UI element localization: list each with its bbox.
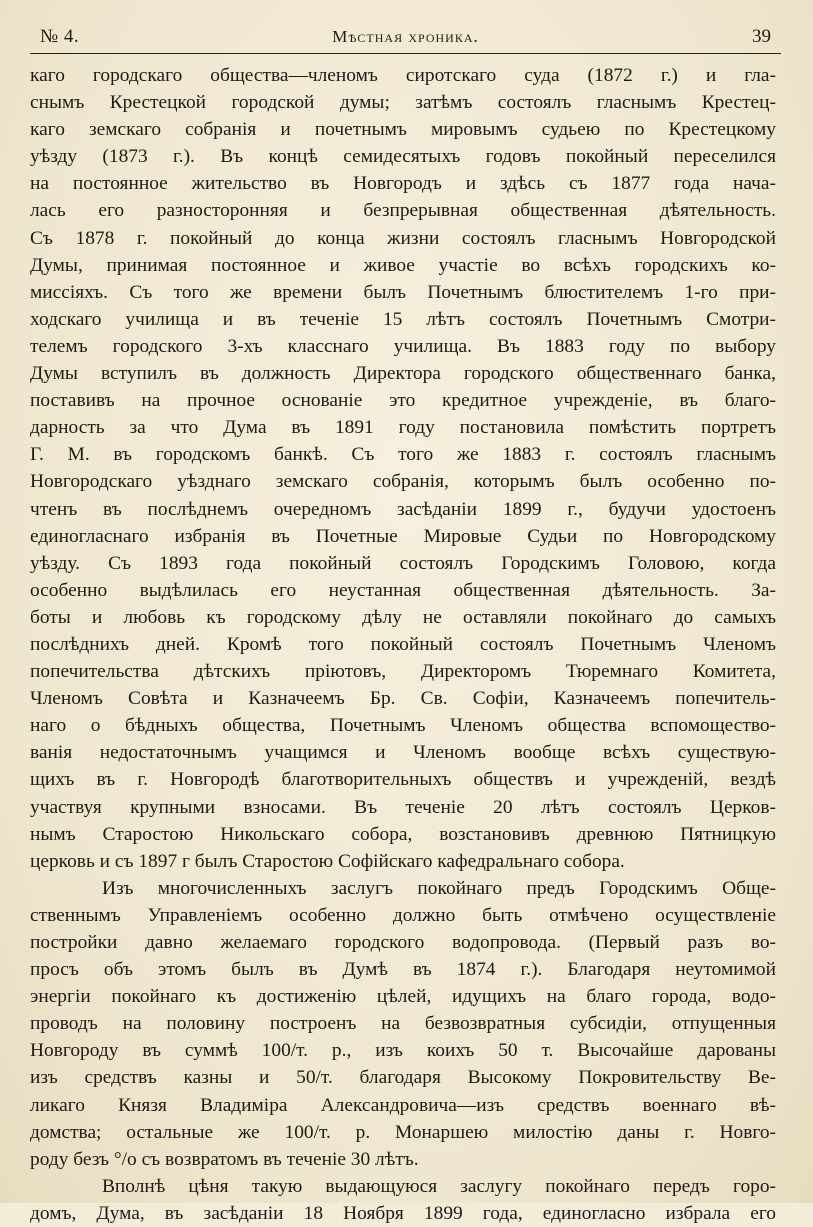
text-line: роду безъ °/о съ возвратомъ въ теченіе 30 лѣтъ.	[30, 1148, 419, 1170]
text-line: Съ 1878 г. покойный до конца жизни состоялъ гласнымъ Новгородской	[30, 227, 776, 249]
text-line: каго городскаго общества—членомъ сиротскаго суда (1872 г.) и гла-	[30, 65, 776, 86]
text-line: попечительства дѣтскихъ пріютовъ, Директоромъ Тюремнаго Комитета,	[30, 661, 776, 683]
text-line: Думы, принимая постоянное и живое участіе во всѣхъ городскихъ ко-	[30, 254, 776, 276]
text-line: участвуя крупными взносами. Въ теченіе 20 лѣтъ состоялъ Церков-	[30, 796, 776, 818]
text-line: дарность за что Дума въ 1891 году постановила помѣстить портретъ	[30, 417, 776, 439]
text-line: единогласнаго избранія въ Почетные Мировые Судьи по Новгородскому	[30, 525, 776, 547]
text-line: Вполнѣ цѣня такую выдающуюся заслугу покойнаго передъ горо-	[102, 1175, 776, 1197]
text-line: уѣзду. Съ 1893 года покойный состоялъ Городскимъ Головою, когда	[30, 552, 776, 574]
text-line: домъ, Дума, въ засѣданіи 18 Ноября 1899 года, единогласно избрала его	[30, 1202, 776, 1224]
text-line: ванія недостаточнымъ учащимся и Членомъ вообще всѣхъ существую-	[30, 742, 776, 764]
header-rule	[30, 53, 781, 54]
text-line: щихъ въ г. Новгородѣ благотворительныхъ обществъ и учрежденій, вездѣ	[30, 769, 776, 791]
text-line: наго о бѣдныхъ общества, Почетнымъ Членомъ общества вспомощество-	[30, 715, 776, 737]
text-line: миссіяхъ. Съ того же времени былъ Почетнымъ блюстителемъ 1-го при-	[30, 281, 776, 303]
text-line: домства; остальные же 100/т. р. Монаршею милостію даны г. Новго-	[30, 1121, 776, 1143]
text-line: просъ объ этомъ былъ въ Думѣ въ 1874 г.). Благодаря неутомимой	[30, 959, 776, 981]
text-line: ственнымъ Управленіемъ особенно должно быть отмѣчено осуществленіе	[30, 904, 776, 926]
text-line: на постоянное жительство въ Новгородъ и здѣсь съ 1877 года нача-	[30, 173, 776, 195]
text-line: снымъ Крестецкой городской думы; затѣмъ состоялъ гласнымъ Крестец-	[30, 92, 776, 114]
text-line: чтенъ въ послѣднемъ очередномъ засѣданіи 1899 г., будучи удостоенъ	[30, 498, 776, 520]
text-line: Новгороду въ суммѣ 100/т. р., изъ коихъ 50 т. Высочайше дарованы	[30, 1040, 776, 1062]
text-line: Изъ многочисленныхъ заслугъ покойнаго предъ Городскимъ Обще-	[102, 877, 776, 899]
text-line: Думы вступилъ въ должность Директора городского общественнаго банка,	[30, 363, 776, 385]
text-line: Членомъ Совѣта и Казначеемъ Бр. Св. Софіи, Казначеемъ попечитель-	[30, 688, 776, 710]
text-line: Новгородскаго уѣзднаго земскаго собранія, которымъ былъ особенно по-	[30, 471, 776, 493]
text-line: уѣзду (1873 г.). Въ концѣ семидесятыхъ годовъ покойный переселился	[30, 146, 776, 168]
text-line: боты и любовь къ городскому дѣлу не оставляли покойнаго до самыхъ	[30, 606, 776, 628]
text-line: особенно выдѣлилась его неустанная общественная дѣятельность. За-	[30, 579, 776, 601]
text-line: ходскаго училища и въ теченіе 15 лѣтъ состоялъ Почетнымъ Смотри-	[30, 308, 776, 330]
section-title: Мѣстная хроника.	[332, 27, 479, 46]
text-line: каго земскаго собранія и почетнымъ мировымъ судьею по Крестецкому	[30, 119, 776, 141]
text-line: послѣднихъ дней. Кромѣ того покойный состоялъ Почетнымъ Членомъ	[30, 633, 776, 655]
text-line: церковь и съ 1897 г былъ Старостою Софійскаго кафедральнаго собора.	[30, 850, 625, 872]
page-number: 39	[752, 26, 771, 47]
text-line: ликаго Князя Владиміра Александровича—изъ средствъ военнаго вѣ-	[30, 1094, 776, 1116]
text-line: поставивъ на прочное основаніе это кредитное учрежденіе, въ благо-	[30, 390, 776, 412]
issue-number: № 4.	[40, 26, 80, 47]
text-line: изъ средствъ казны и 50/т. благодаря Высокому Покровительству Ве-	[30, 1067, 776, 1089]
text-line: лась его разносторонняя и безпрерывная общественная дѣятельность.	[30, 200, 776, 222]
text-line: телемъ городского 3-хъ класснаго училища. Въ 1883 году по выбору	[30, 335, 776, 357]
text-line: проводъ на половину построенъ на безвозвратныя субсидіи, отпущенныя	[30, 1013, 776, 1035]
text-line: нымъ Старостою Никольскаго собора, возстановивъ древнюю Пятницкую	[30, 823, 776, 845]
text-line: Г. М. въ городскомъ банкѣ. Съ того же 1883 г. состоялъ гласнымъ	[30, 444, 776, 466]
article-body	[30, 62, 776, 1227]
running-header	[40, 22, 771, 52]
text-line: энергіи покойнаго къ достиженію цѣлей, идущихъ на благо города, водо-	[30, 986, 776, 1008]
text-line: постройки давно желаемаго городского водопровода. (Первый разъ во-	[30, 932, 776, 953]
